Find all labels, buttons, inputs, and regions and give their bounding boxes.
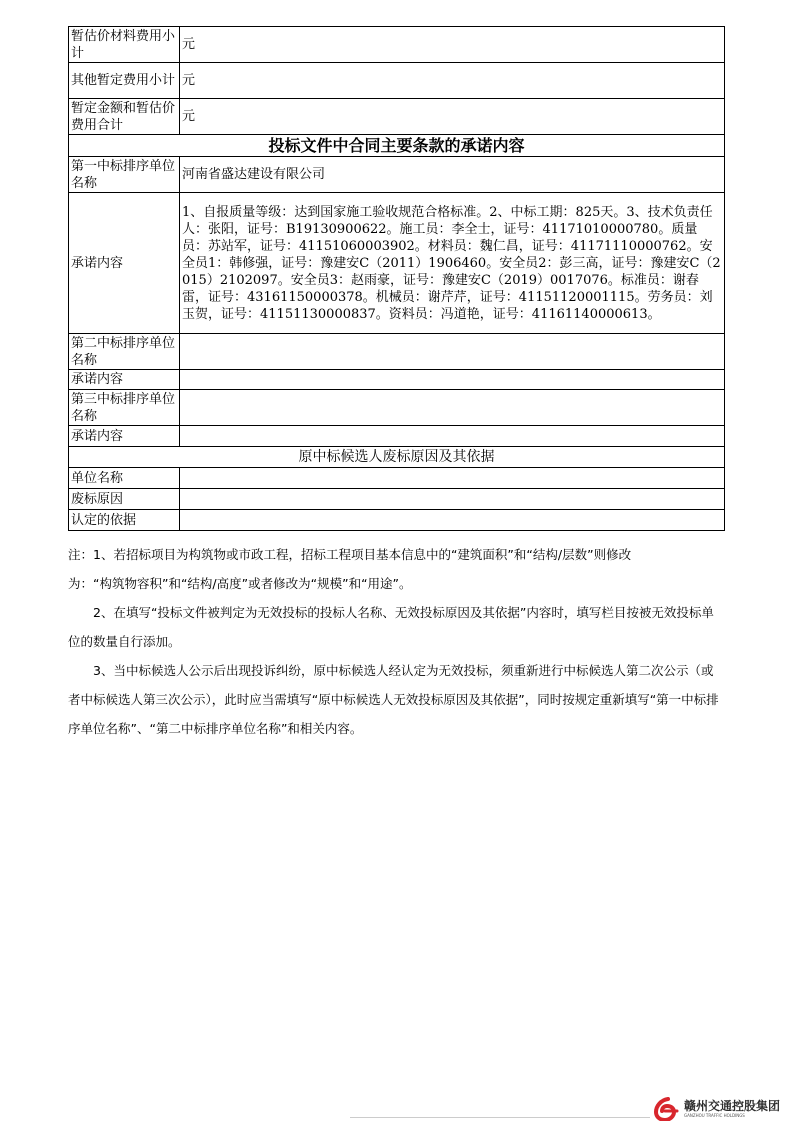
- second-unit-label: 第二中标排序单位名称: [69, 334, 180, 370]
- row-label: 暂估价材料费用小计: [69, 27, 180, 63]
- notes-section: [68, 540, 724, 743]
- table-row: [69, 157, 725, 193]
- table-row: [69, 468, 725, 489]
- section-commit-title: 投标文件中合同主要条款的承诺内容: [69, 135, 725, 157]
- first-unit-value: 河南省盛达建设有限公司: [180, 157, 725, 193]
- third-unit-value: [180, 390, 725, 426]
- third-commit-label: 承诺内容: [69, 426, 180, 447]
- footer-divider: [350, 1117, 650, 1118]
- note-2: 2、在填写“投标文件被判定为无效投标的投标人名称、无效投标原因及其依据”内容时，填写栏目按被无效投标单位的数量自行添加。: [68, 605, 714, 649]
- section-reject-title: 原中标候选人废标原因及其依据: [69, 447, 725, 468]
- table-row: [69, 334, 725, 370]
- logo-en-text: GANZHOU TRAFFIC HOLDINGS: [684, 1113, 745, 1118]
- commit-label: 承诺内容: [69, 193, 180, 334]
- reject-label: 认定的依据: [69, 510, 180, 531]
- row-label: 暂定金额和暂估价费用合计: [69, 99, 180, 135]
- table-row: [69, 99, 725, 135]
- row-label: 其他暂定费用小计: [69, 63, 180, 99]
- table-row: [69, 510, 725, 531]
- second-commit-value: [180, 370, 725, 390]
- table-row: [69, 27, 725, 63]
- logo-cn-text: 赣州交通控股集团: [684, 1099, 781, 1113]
- table-row: [69, 390, 725, 426]
- reject-value: [180, 468, 725, 489]
- table-row: [69, 489, 725, 510]
- row-value: 元: [180, 27, 725, 63]
- table-row: [69, 426, 725, 447]
- note-1-line-2: 为：“构筑物容积”和“结构/高度”或者修改为“规模”和“用途”。: [68, 576, 412, 591]
- row-value: 元: [180, 63, 725, 99]
- second-unit-value: [180, 334, 725, 370]
- row-value: 元: [180, 99, 725, 135]
- third-commit-value: [180, 426, 725, 447]
- reject-label: 废标原因: [69, 489, 180, 510]
- reject-value: [180, 489, 725, 510]
- ganzhou-traffic-logo-icon: [653, 1097, 679, 1121]
- commit-value: 1、自报质量等级：达到国家施工验收规范合格标准。2、中标工期：825天。3、技术负责任人：张阳，证号：B19130900622。施工员：李全士，证号：41171010000780。质量员：苏站军，证号：41151060003902。材料员：魏仁昌，证号：41171110000762。安全员1：韩修强，证号：豫建安C（2011）1906460。安全员2：彭三高，证号：豫建安C（2015）2102097。安全员3：赵雨豪，证号：豫建安C（2019）0017076。标准员：谢春雷，证号：43161150000378。机械员：谢芹芹，证号：41151120001115。劳务员：刘玉贺，证号：41151130000837。资料员：冯道艳，证号：41161140000613。: [180, 193, 725, 334]
- first-unit-label: 第一中标排序单位名称: [69, 157, 180, 193]
- reject-label: 单位名称: [69, 468, 180, 489]
- section-row: [69, 135, 725, 157]
- note-1-line-1: 注：1、若招标项目为构筑物或市政工程，招标工程项目基本信息中的“建筑面积”和“结构/层数”则修改: [68, 547, 632, 562]
- table-row: [69, 193, 725, 334]
- footer-logo: [653, 1096, 793, 1122]
- table-row: [69, 63, 725, 99]
- result-table: [68, 26, 725, 531]
- table-row: [69, 370, 725, 390]
- second-commit-label: 承诺内容: [69, 370, 180, 390]
- reject-value: [180, 510, 725, 531]
- third-unit-label: 第三中标排序单位名称: [69, 390, 180, 426]
- logo-text: [684, 1099, 780, 1119]
- note-3: 3、当中标候选人公示后出现投诉纠纷，原中标候选人经认定为无效投标，须重新进行中标候选人第二次公示（或者中标候选人第三次公示），此时应当需填写“原中标候选人无效投标原因及其依据”，同时按规定重新填写“第一中标排序单位名称”、“第二中标排序单位名称”和相关内容。: [68, 663, 719, 736]
- section-row: [69, 447, 725, 468]
